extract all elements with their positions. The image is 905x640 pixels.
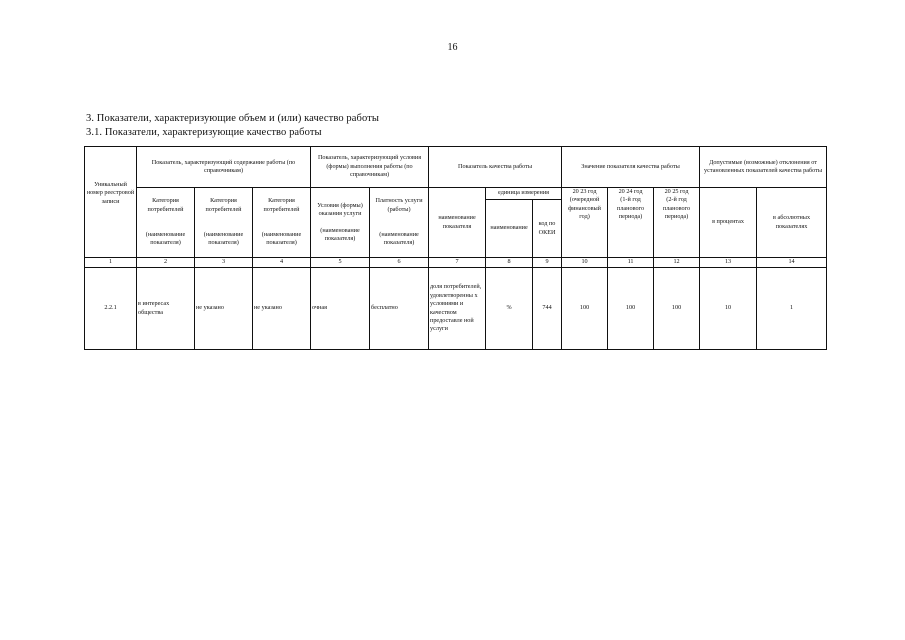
conditions-header	[311, 188, 370, 258]
col-number: 2	[137, 258, 195, 268]
cat1-value: в интересах общества	[137, 268, 195, 350]
cat2-header	[195, 188, 253, 258]
col-number: 6	[370, 258, 429, 268]
col-number: 4	[253, 258, 311, 268]
cat3-value: не указано	[253, 268, 311, 350]
cat1-header	[137, 188, 195, 258]
payment-header	[370, 188, 429, 258]
unit-value: %	[486, 268, 533, 350]
cat2-label: Категория потребителей	[205, 197, 242, 213]
col-number: 1	[85, 258, 137, 268]
value-2023: 100	[562, 268, 608, 350]
content-group-header: Показатель, характеризующий содержание работы (по справочникам)	[137, 147, 311, 188]
value-2024: 100	[608, 268, 654, 350]
deviation-percent-header: в процентах	[700, 188, 757, 258]
payment-sub: (наименование показателя)	[379, 230, 419, 247]
year-2023-sub: (очередной финансовый год)	[568, 196, 601, 221]
payment-label: Платность услуги (работы)	[375, 197, 423, 213]
conditions-label: Условия (формы) оказания услуги	[317, 201, 363, 217]
value-2025: 100	[654, 268, 700, 350]
okei-value: 744	[533, 268, 562, 350]
col-number: 8	[486, 258, 533, 268]
section-title: 3. Показатели, характеризующие объем и (или) качество работы	[86, 113, 380, 124]
col-number: 12	[654, 258, 700, 268]
conditions-value: очная	[311, 268, 370, 350]
unit-group-header: единица измерения	[486, 188, 562, 200]
subsection-title: 3.1. Показатели, характеризующие качество работы	[86, 127, 322, 138]
values-group-header: Значение показателя качества работы	[562, 147, 700, 188]
year-2024-header	[608, 188, 654, 258]
cat2-sub: (наименование показателя)	[203, 230, 244, 247]
col-number: 3	[195, 258, 253, 268]
payment-value: бесплатно	[370, 268, 429, 350]
col-number: 9	[533, 258, 562, 268]
year-2023-header	[562, 188, 608, 258]
cat3-sub: (наименование показателя)	[261, 230, 302, 247]
deviation-absolute-header: в абсолютных показателях	[757, 188, 827, 258]
col-number: 14	[757, 258, 827, 268]
quality-group-header: Показатель качества работы	[429, 147, 562, 188]
year-2025-header	[654, 188, 700, 258]
indicator-name-header: наименование показателя	[429, 188, 486, 258]
col-number: 10	[562, 258, 608, 268]
cat3-label: Категория потребителей	[263, 197, 300, 213]
deviation-absolute-value: 1	[757, 268, 827, 350]
conditions-group-header: Показатель, характеризующий условия (формы) выполнения работы (по справочникам)	[311, 147, 429, 188]
cat2-value: не указано	[195, 268, 253, 350]
unit-name-header: наименование	[486, 200, 533, 258]
quality-indicators-table	[84, 146, 827, 350]
col-number: 11	[608, 258, 654, 268]
cat1-label: Категория потребителей	[147, 197, 184, 213]
deviation-percent-value: 10	[700, 268, 757, 350]
col-number: 7	[429, 258, 486, 268]
unique-number-header: Уникальный номер реестровой записи	[85, 147, 137, 258]
unit-okei-header: код по ОКЕИ	[533, 200, 562, 258]
registry-code: 2.2.1	[85, 268, 137, 350]
deviation-group-header: Допустимые (возможные) отклонения от установленных показателей качества работы	[700, 147, 827, 188]
col-number: 13	[700, 258, 757, 268]
year-2024-sub: (1-й год планового периода)	[617, 196, 645, 221]
cat3-header	[253, 188, 311, 258]
col-number: 5	[311, 258, 370, 268]
year-2025-label: 20 25 год	[664, 188, 689, 195]
year-2023-label: 20 23 год	[572, 188, 597, 195]
year-2025-sub: (2-й год планового периода)	[663, 196, 691, 221]
cat1-sub: (наименование показателя)	[145, 230, 186, 247]
year-2024-label: 20 24 год	[618, 188, 643, 195]
indicator-value: доля потребителей, удовлетворенны х условиями и качеством предоставле ной услуги	[429, 268, 486, 350]
page-number: 16	[447, 42, 458, 53]
conditions-sub: (наименование показателя)	[320, 226, 360, 243]
